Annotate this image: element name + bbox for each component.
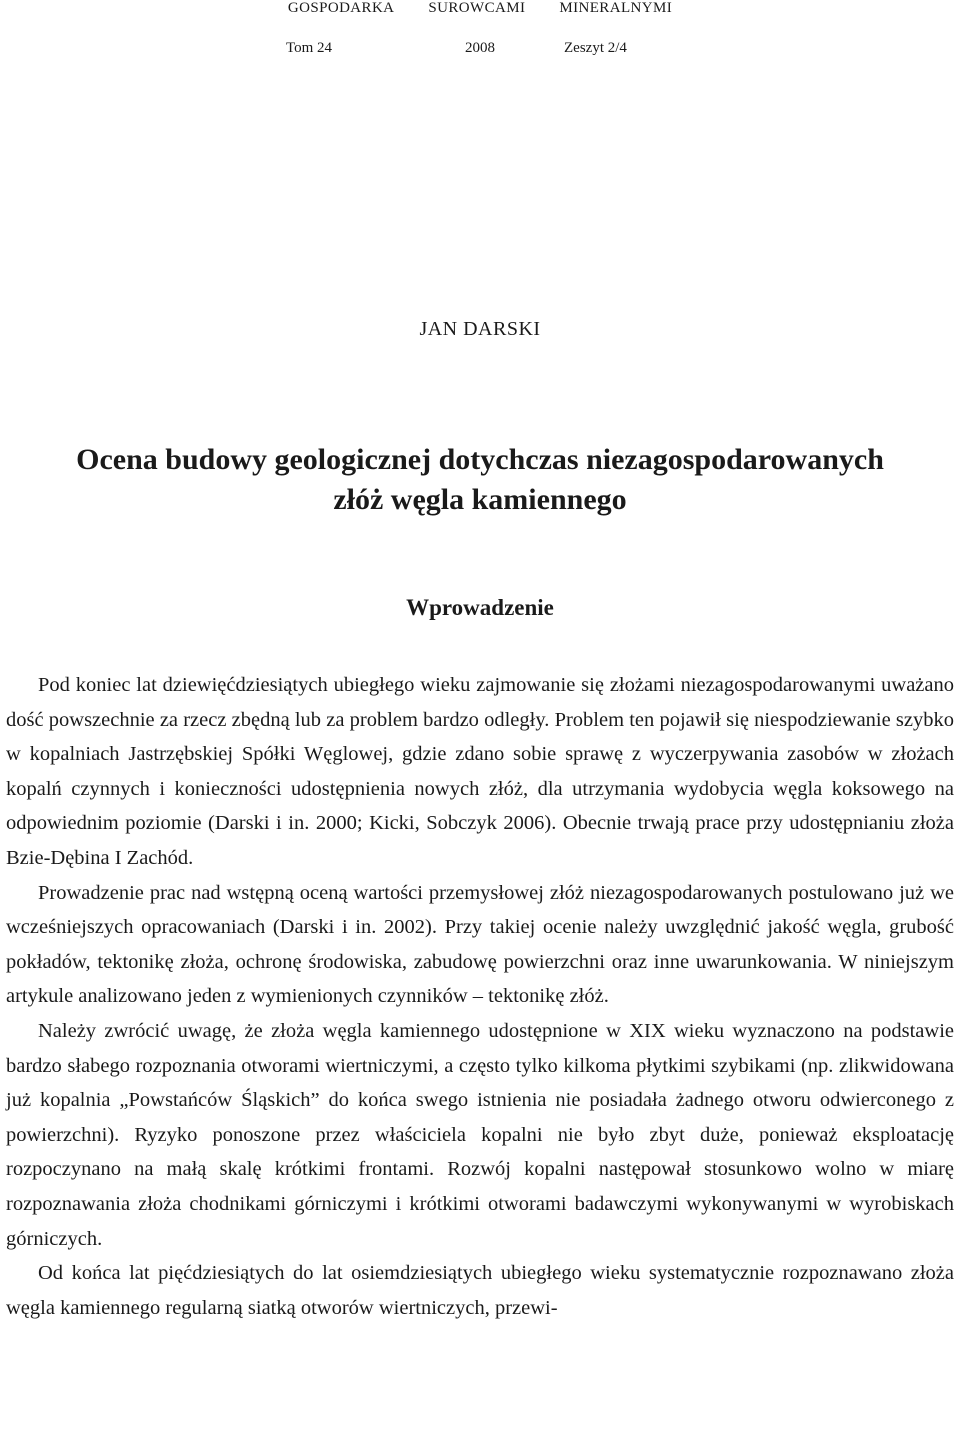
body-paragraph: Od końca lat pięćdziesiątych do lat osiemdziesiątych ubiegłego wieku systematycznie rozpoznawano złoża węgla kamiennego regularną siatką otworów wiertniczych, przewi- [6,1262,954,1319]
issue-info [0,40,960,60]
body-paragraph: Pod koniec lat dziewięćdziesiątych ubiegłego wieku zajmowanie się złożami niezagospodarowanymi uważano dość powszechnie za rzecz zbędną lub za problem bardzo odległy. Problem ten pojawił się niespodziewanie szybko w kopalniach Jastrzębskiej Spółki Węglowej, gdzie zdano sobie sprawę z wyczerpywania zasobów w złożach kopalń czynnych i konieczności udostępnienia nowych złóż, dla utrzymania wydobycia węgla koksowego na odpowiednim poziomie (Darski i in. 2000; Kicki, Sobczyk 2006). Obecnie trwają prace przy udostępnianiu złoża Bzie-Dębina I Zachód. [6,674,954,869]
journal-name-part: GOSPODARKA [287,0,395,16]
article-author: JAN DARSKI [419,318,541,340]
section-heading: Wprowadzenie [406,595,554,620]
body-paragraph: Należy zwrócić uwagę, że złoża węgla kamiennego udostępnione w XIX wieku wyznaczono na podstawie bardzo słabego rozpoznania otworami wiertniczymi, a często tylko kilkoma płytkimi szybikami (np. zlikwidowana już kopalnia „Powstańców Śląskich” do końca swego istnienia nie posiadała żadnego otworu odwierconego z powierzchni). Ryzyko ponoszone przez właściciela kopalni nie było zbyt duże, ponieważ eksploatację rozpoczynano na małą skalę krótkimi frontami. Rozwój kopalni następował stosunkowo wolno w miarę rozpoznawania złoża chodnikami górniczymi i krótkimi otworami badawczymi wykonywanymi w wyrobiskach górniczych. [6,1019,954,1250]
section-body [6,668,954,1325]
article-title-line: Ocena budowy geologicznej dotychczas niezagospodarowanych [76,443,884,476]
journal-name-part: SUROWCAMI [428,0,526,16]
journal-running-header [0,0,960,16]
volume-label: Tom 24 [286,40,333,56]
article-title [0,440,960,520]
year-label: 2008 [465,40,495,56]
article-title-line: złóż węgla kamiennego [333,483,627,516]
issue-label: Zeszyt 2/4 [564,40,627,56]
body-paragraph: Prowadzenie prac nad wstępną oceną wartości przemysłowej złóż niezagospodarowanych postulowano już we wcześniejszych opracowaniach (Darski i in. 2002). Przy takiej ocenie należy uwzględnić jakość węgla, grubość pokładów, tektonikę złoża, ochronę środowiska, zabudowę powierzchni oraz inne uwarunkowania. W niniejszym artykule analizowano jeden z wymienionych czynników – tektonikę złóż. [6,881,954,1008]
journal-name-part: MINERALNYMI [559,0,673,16]
